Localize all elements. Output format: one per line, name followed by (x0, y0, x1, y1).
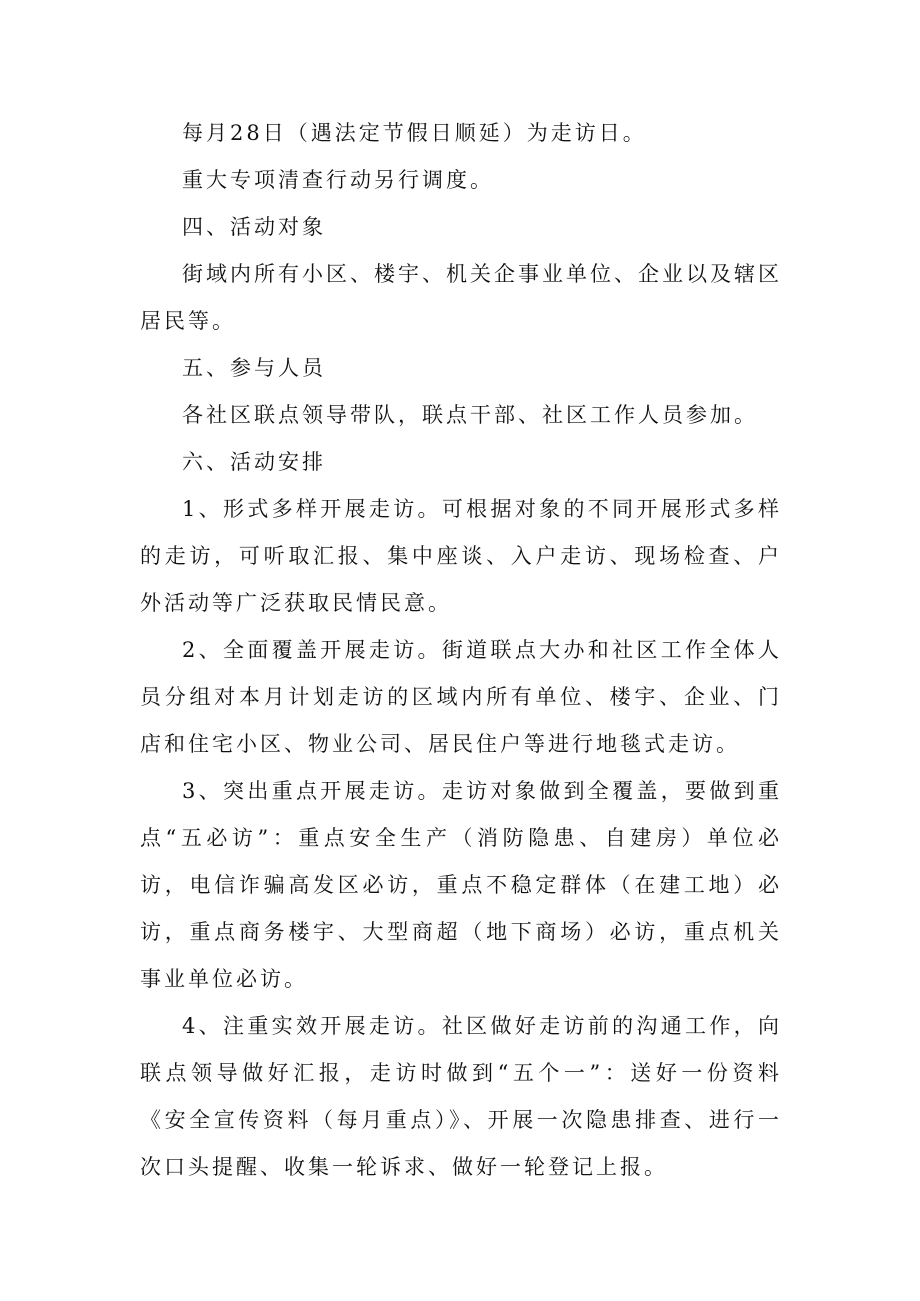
visit-day-paragraph: 每月28日（遇法定节假日顺延）为走访日。 (182, 121, 647, 145)
section-heading-arrangements: 六、活动安排 (182, 450, 326, 474)
section-heading-participants: 五、参与人员 (182, 356, 326, 380)
arrangement-item-1: 1、形式多样开展走访。可根据对象的不同开展形式多样的走访，可听取汇报、集中座谈、入户走访、现场检查、户外活动等广泛获取民情民意。 (140, 497, 782, 615)
document-body (140, 110, 782, 1191)
special-action-paragraph: 重大专项清查行动另行调度。 (182, 168, 494, 192)
section-heading-targets: 四、活动对象 (182, 215, 326, 239)
arrangement-item-2: 2、全面覆盖开展走访。街道联点大办和社区工作全体人员分组对本月计划走访的区域内所有单位、楼宇、企业、门店和住宅小区、物业公司、居民住户等进行地毯式走访。 (140, 638, 782, 756)
participants-paragraph: 各社区联点领导带队，联点干部、社区工作人员参加。 (182, 403, 758, 427)
arrangement-item-3: 3、突出重点开展走访。走访对象做到全覆盖，要做到重点“五必访”：重点安全生产（消防隐患、自建房）单位必访，电信诈骗高发区必访，重点不稳定群体（在建工地）必访，重点商务楼宇、大型商超（地下商场）必访，重点机关事业单位必访。 (140, 779, 782, 991)
arrangement-item-4: 4、注重实效开展走访。社区做好走访前的沟通工作，向联点领导做好汇报，走访时做到“五个一”：送好一份资料《安全宣传资料（每月重点）》、开展一次隐患排查、进行一次口头提醒、收集一轮诉求、做好一轮登记上报。 (140, 1014, 782, 1179)
targets-paragraph: 街域内所有小区、楼宇、机关企事业单位、企业以及辖区居民等。 (140, 262, 782, 333)
